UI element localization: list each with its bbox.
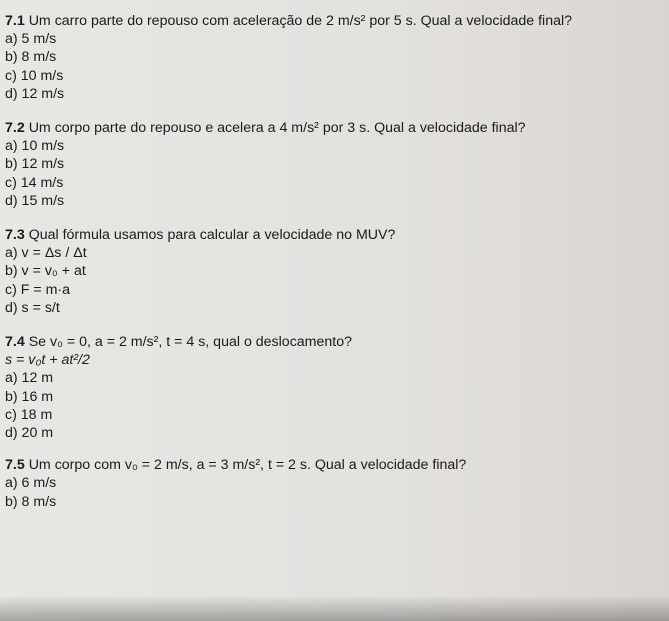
question-number: 7.1 (5, 13, 25, 29)
question-stem (5, 119, 645, 137)
question-stem (5, 456, 645, 474)
option-b: b) 8 m/s (5, 49, 57, 66)
question-7-3 (5, 226, 645, 317)
option-b: b) 8 m/s (5, 493, 57, 510)
question-stem (5, 333, 645, 351)
option-b: b) v = v₀ + at (5, 263, 86, 280)
page-edge-shadow (0, 595, 669, 621)
option-d: d) 12 m/s (5, 85, 65, 102)
option-a: a) 5 m/s (5, 31, 57, 48)
question-number: 7.5 (5, 457, 25, 474)
question-text: Qual fórmula usamos para calcular a velocidade no MUV? (28, 227, 396, 244)
option-d: d) 20 m (5, 425, 54, 442)
worksheet (5, 12, 645, 527)
question-text: Um carro parte do repouso com aceleração de 2 m/s² por 5 s. Qual a velocidade final? (28, 13, 573, 29)
question-number: 7.4 (5, 334, 25, 351)
option-c: c) 10 m/s (5, 67, 64, 84)
option-a: a) 10 m/s (5, 138, 65, 155)
option-b: b) 16 m (5, 388, 54, 405)
question-text: Um corpo parte do repouso e acelera a 4 m/s² por 3 s. Qual a velocidade final? (28, 120, 526, 137)
option-b: b) 12 m/s (5, 156, 65, 173)
option-d: d) s = s/t (5, 299, 60, 316)
question-text: Um corpo com v₀ = 2 m/s, a = 3 m/s², t = 2 s. Qual a velocidade final? (28, 457, 467, 474)
option-c: c) F = m·a (5, 281, 71, 298)
option-c: c) 18 m (5, 406, 53, 423)
question-stem (5, 12, 645, 30)
question-stem (5, 226, 645, 244)
question-number: 7.2 (5, 120, 25, 137)
option-c: c) 14 m/s (5, 174, 64, 191)
question-7-1 (5, 12, 645, 103)
question-7-4 (5, 333, 645, 442)
option-a: a) 12 m (5, 370, 54, 387)
option-a: a) 6 m/s (5, 475, 57, 492)
formula-line: s = v₀t + at²/2 (5, 352, 90, 369)
option-a: a) v = Δs / Δt (5, 245, 87, 262)
question-7-2 (5, 119, 645, 210)
question-text: Se v₀ = 0, a = 2 m/s², t = 4 s, qual o deslocamento? (28, 334, 353, 351)
question-7-5 (5, 456, 645, 511)
question-number: 7.3 (5, 227, 25, 244)
option-d: d) 15 m/s (5, 192, 65, 209)
